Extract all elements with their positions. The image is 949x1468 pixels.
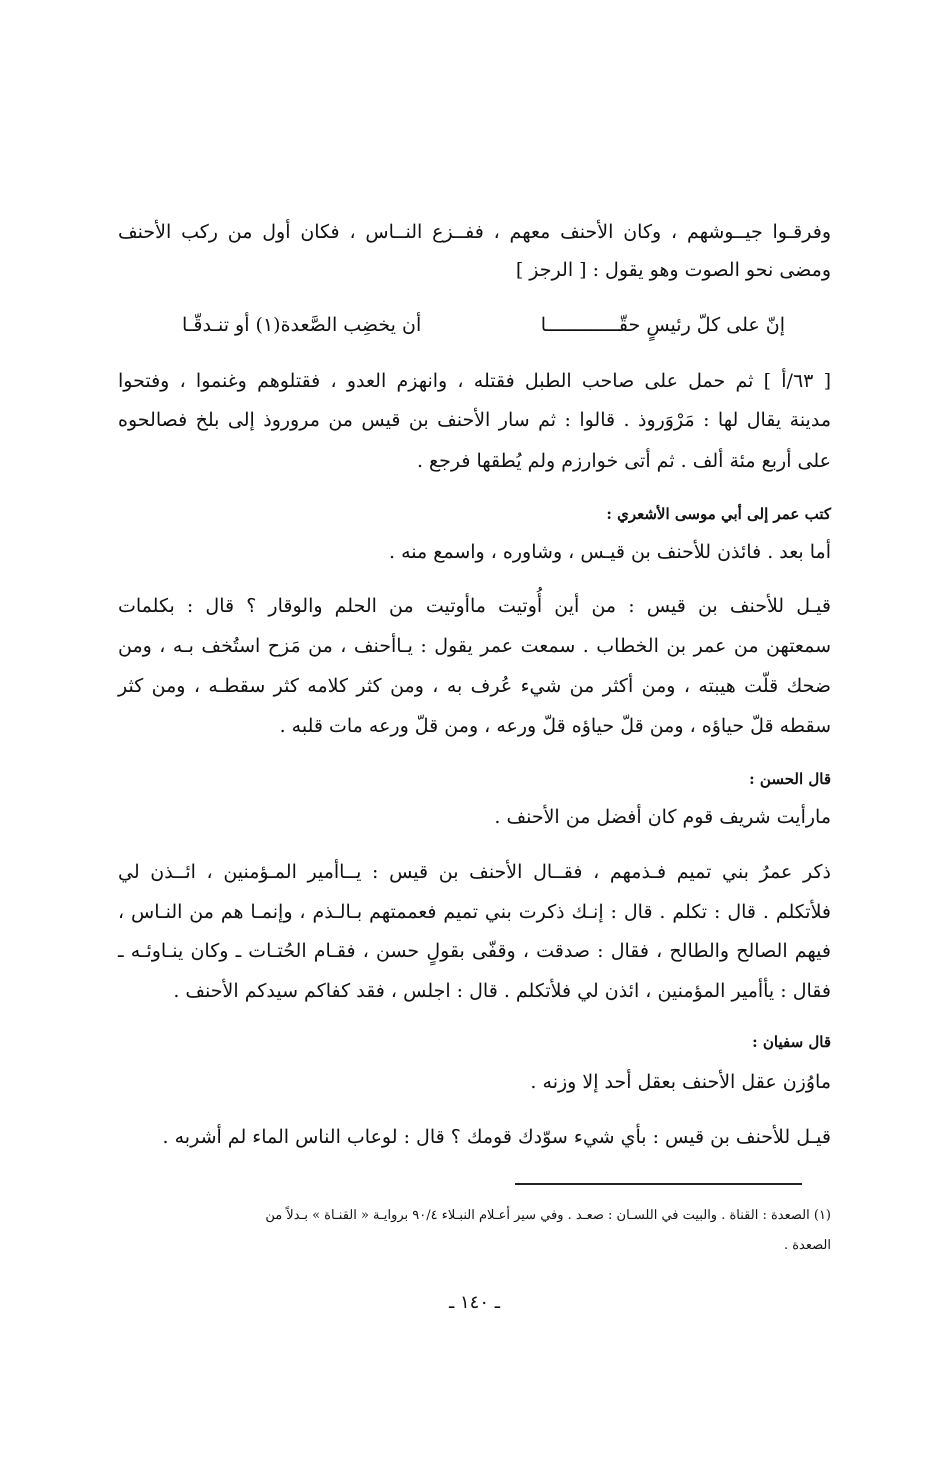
paragraph-3-line-4: سقطه قلّ حياؤه ، ومن قلّ حياؤه قلّ ورعه ، ومن قلّ ورعه مات قلبه . — [279, 715, 831, 737]
heading-al-hasan: قال الحسن : — [749, 770, 831, 788]
quote-sufyan: ماوُزن عقل الأحنف بعقل أحد إلا وزنه . — [530, 1071, 831, 1093]
paragraph-3-line-1: قيـل للأحنف بن قيس : من أين أُوتيت ماأوتيت من الحلم والوقار ؟ قال : بكلمات — [118, 595, 831, 617]
page-number: ـ ١٤٠ ـ — [448, 1292, 500, 1313]
paragraph-1-line-2: ومضى نحو الصوت وهو يقول : [ الرجز ] — [515, 259, 831, 281]
paragraph-1-line-1: وفرقـوا جيــوشهم ، وكان الأحنف معهم ، ففــزع النــاس ، فكان أول من ركب الأحنف — [118, 221, 831, 243]
paragraph-2-line-3: على أربع مئة ألف . ثم أتى خوارزم ولم يُطقها فرجع . — [416, 450, 831, 472]
verse-second-hemistich: أن يخضِب الصَّعدة(١) أو تنـدقّـا — [182, 314, 422, 336]
paragraph-2-line-1: [ ٦٣/أ ] ثم حمل على صاحب الطبل فقتله ، وانهزم العدو ، فقتلوهم وغنموا ، وفتحوا — [118, 370, 832, 392]
footnote-separator — [515, 1183, 802, 1185]
heading-sufyan: قال سفيان : — [752, 1033, 831, 1051]
paragraph-4-line-4: فقال : يأأمير المؤمنين ، ائذن لي فلأتكلم . قال : اجلس ، فقد كفاكم سيدكم الأحنف . — [173, 980, 831, 1002]
footnote-line-1: (١) الصعدة : القناة . والبيت في اللسـان : صعـد . وفي سير أعـلام النبـلاء ٩٠/٤ بروايـة « القنـاة » بـدلاً من — [265, 1208, 831, 1223]
paragraph-4-line-2: فلأتكلم . قال : تكلم . قال : إنـك ذكرت بني تميم فعممتهم بـالـذم ، وإنمـا هم من النـاس ، — [118, 901, 831, 923]
paragraph-3-line-2: سمعتهن من عمر بن الخطاب . سمعت عمر يقول : يـاأحنف ، من مَزح استُخف بـه ، ومن — [118, 635, 831, 657]
quote-umar-letter: أما بعد . فائذن للأحنف بن قيـس ، وشاوره ، واسمع منه . — [389, 541, 831, 563]
footnote-line-2: الصعدة . — [783, 1238, 831, 1253]
paragraph-4-line-1: ذكر عمرُ بني تميم فـذمهم ، فقــال الأحنف بن قيس : يــاأمير المـؤمنين ، ائــذن لي — [118, 861, 831, 883]
paragraph-2-line-2: مدينة يقال لها : مَرْوَروذ . قالوا : ثم سار الأحنف بن قيس من مروروذ إلى بلخ فصالحوه — [118, 409, 831, 431]
heading-umar-letter: كتب عمر إلى أبي موسى الأشعري : — [606, 505, 831, 523]
quote-al-hasan: مارأيت شريف قوم كان أفضل من الأحنف . — [494, 806, 831, 828]
paragraph-4-line-3: فيهم الصالح والطالح ، فقال : صدقت ، وقفّى بقولٍ حسن ، فقـام الحُتـات ـ وكان ينـاوئـه ـ — [118, 940, 831, 962]
paragraph-3-line-3: ضحك قلّت هيبته ، ومن أكثر من شيء عُرف به ، ومن كثر كلامه كثر سقطـه ، ومن كثر — [118, 675, 831, 697]
paragraph-5-line-1: قيـل للأحنف بن قيس : بأي شيء سوّدك قومك ؟ قال : لوعاب الناس الماء لم أشربه . — [162, 1126, 831, 1148]
verse-first-hemistich: إنّ على كلّ رئيسٍ حقّـــــــــــــا — [540, 314, 785, 336]
